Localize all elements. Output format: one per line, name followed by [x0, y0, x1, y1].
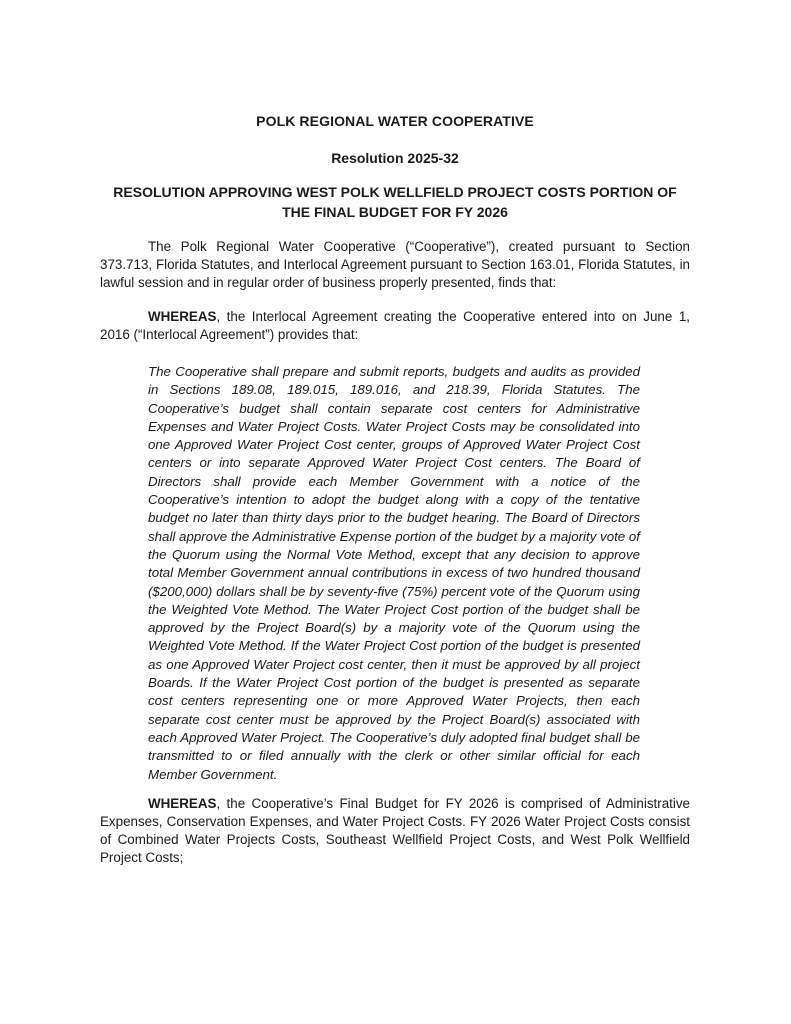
resolution-subject-line-1: RESOLUTION APPROVING WEST POLK WELLFIELD PROJECT COSTS PORTION OF	[113, 184, 677, 200]
whereas-1-lead: WHEREAS	[148, 309, 217, 324]
whereas-paragraph-2	[100, 795, 690, 867]
whereas-2-lead: WHEREAS	[148, 795, 217, 811]
resolution-subject	[100, 182, 690, 222]
resolution-number: Resolution 2025-32	[331, 150, 459, 166]
intro-paragraph: The Polk Regional Water Cooperative (“Cooperative”), created pursuant to Section 373.713, Florida Statutes, and Interlocal Agreement pursuant to Section 163.01, Florida Statutes, in lawful session and in regular order of business properly presented, finds that:	[100, 239, 690, 290]
whereas-2-text: , the Cooperative’s Final Budget for FY 2026 is comprised of Administrative Expenses, Conservation Expenses, and Water Project Costs. FY 2026 Water Project Costs consist of Combined Water Projects Costs, Southeast Wellfield Project Costs, and West Polk Wellfield Project Costs;	[100, 795, 690, 865]
interlocal-agreement-quote: The Cooperative shall prepare and submit reports, budgets and audits as provided in Sections 189.08, 189.015, 189.016, and 218.39, Florida Statutes. The Cooperative’s budget shall contain separate cost centers for Administrative Expenses and Water Project Costs. Water Project Costs may be consolidated into one Approved Water Project Cost center, groups of Approved Water Project Cost centers or into separate Approved Water Project Cost centers. The Board of Directors shall provide each Member Government with a notice of the Cooperative’s intention to adopt the budget along with a copy of the tentative budget no later than thirty days prior to the budget hearing. The Board of Directors shall approve the Administrative Expense portion of the budget by a majority vote of the Quorum using the Normal Vote Method, except that any decision to approve total Member Government annual contributions in excess of two hundred thousand ($200,000) dollars shall be by seventy-five (75%) percent vote of the Quorum using the Weighted Vote Method. The Water Project Cost portion of the budget shall be approved by the Project Board(s) by a majority vote of the Quorum using the Weighted Vote Method. If the Water Project Cost portion of the budget is presented as one Approved Water Project cost center, then it must be approved by all project Boards. If the Water Project Cost portion of the budget is presented as separate cost centers representing one or more Approved Water Projects, then each separate cost center must be approved by the Project Board(s) associated with each Approved Water Project. The Cooperative’s duly adopted final budget shall be transmitted to or filed annually with the clerk or other similar official for each Member Government.	[148, 364, 640, 782]
document-title: POLK REGIONAL WATER COOPERATIVE	[256, 113, 534, 129]
resolution-subject-line-2: THE FINAL BUDGET FOR FY 2026	[282, 204, 508, 220]
document-content	[0, 112, 791, 867]
whereas-1-text: , the Interlocal Agreement creating the Cooperative entered into on June 1, 2016 (“Interlocal Agreement”) provides that:	[100, 309, 690, 342]
whereas-paragraph-1	[100, 308, 690, 344]
